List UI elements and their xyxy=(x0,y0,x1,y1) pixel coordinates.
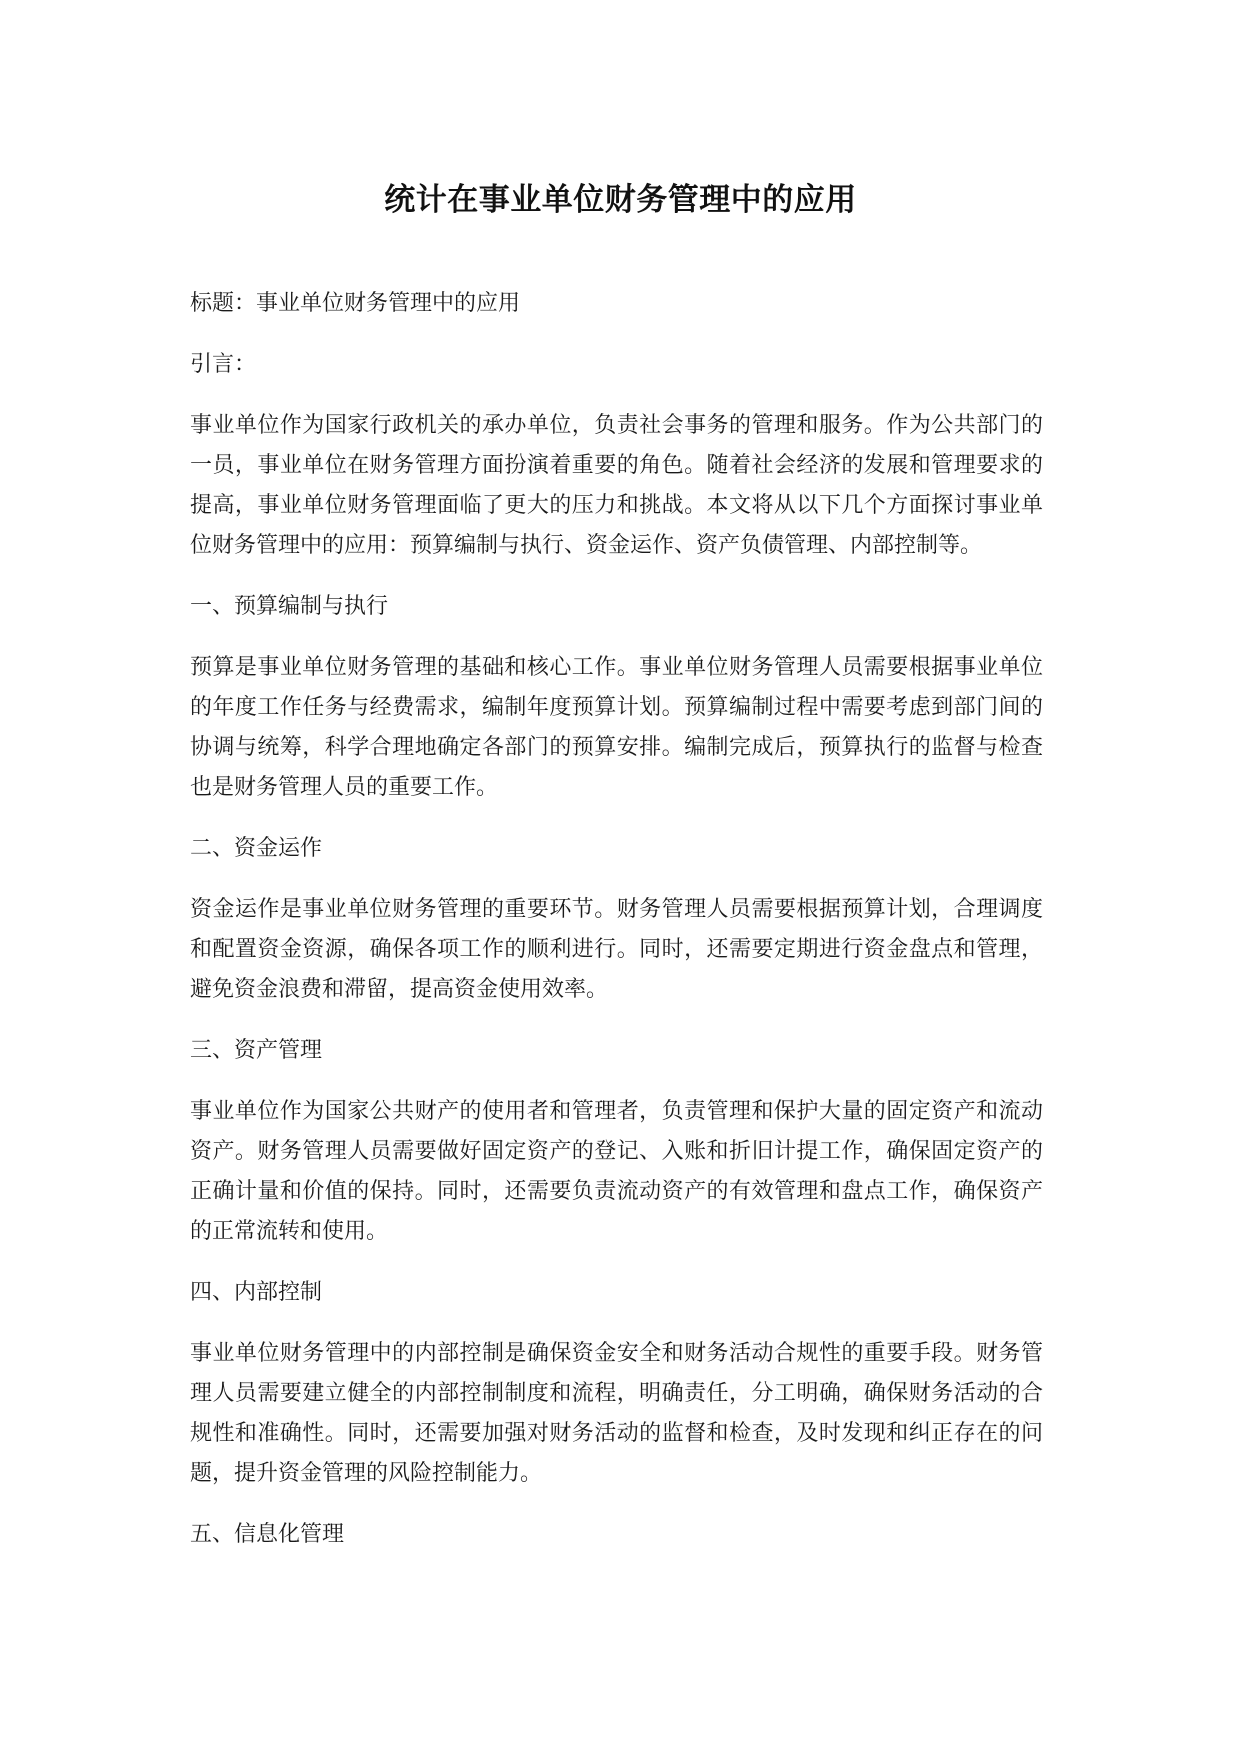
section-heading: 五、信息化管理 xyxy=(190,1522,345,1547)
section-heading: 一、预算编制与执行 xyxy=(190,594,389,619)
section-heading: 二、资金运作 xyxy=(190,836,323,861)
intro-paragraph: 事业单位作为国家行政机关的承办单位，负责社会事务的管理和服务。作为公共部门的一员，事业单位在财务管理方面扮演着重要的角色。随着社会经济的发展和管理要求的提高，事业单位财务管理面临了更大的压力和挑战。本文将从以下几个方面探讨事业单位财务管理中的应用：预算编制与执行、资金运作、资产负债管理、内部控制等。 xyxy=(190,413,1043,558)
document-body xyxy=(190,284,1043,1555)
section-paragraph: 资金运作是事业单位财务管理的重要环节。财务管理人员需要根据预算计划，合理调度和配置资金资源，确保各项工作的顺利进行。同时，还需要定期进行资金盘点和管理，避免资金浪费和滞留，提高资金使用效率。 xyxy=(190,897,1043,1002)
section-paragraph: 事业单位作为国家公共财产的使用者和管理者，负责管理和保护大量的固定资产和流动资产。财务管理人员需要做好固定资产的登记、入账和折旧计提工作，确保固定资产的正确计量和价值的保持。同时，还需要负责流动资产的有效管理和盘点工作，确保资产的正常流转和使用。 xyxy=(190,1099,1043,1244)
section-heading: 四、内部控制 xyxy=(190,1280,323,1305)
section-heading: 三、资产管理 xyxy=(190,1038,323,1063)
document-title: 统计在事业单位财务管理中的应用 xyxy=(384,182,857,218)
section-paragraph: 事业单位财务管理中的内部控制是确保资金安全和财务活动合规性的重要手段。财务管理人员需要建立健全的内部控制制度和流程，明确责任，分工明确，确保财务活动的合规性和准确性。同时，还需要加强对财务活动的监督和检查，及时发现和纠正存在的问题，提升资金管理的风险控制能力。 xyxy=(190,1341,1043,1486)
section-paragraph: 预算是事业单位财务管理的基础和核心工作。事业单位财务管理人员需要根据事业单位的年度工作任务与经费需求，编制年度预算计划。预算编制过程中需要考虑到部门间的协调与统筹，科学合理地确定各部门的预算安排。编制完成后，预算执行的监督与检查也是财务管理人员的重要工作。 xyxy=(190,655,1043,800)
subtitle-line: 标题：事业单位财务管理中的应用 xyxy=(190,291,521,316)
intro-label: 引言： xyxy=(190,352,257,377)
